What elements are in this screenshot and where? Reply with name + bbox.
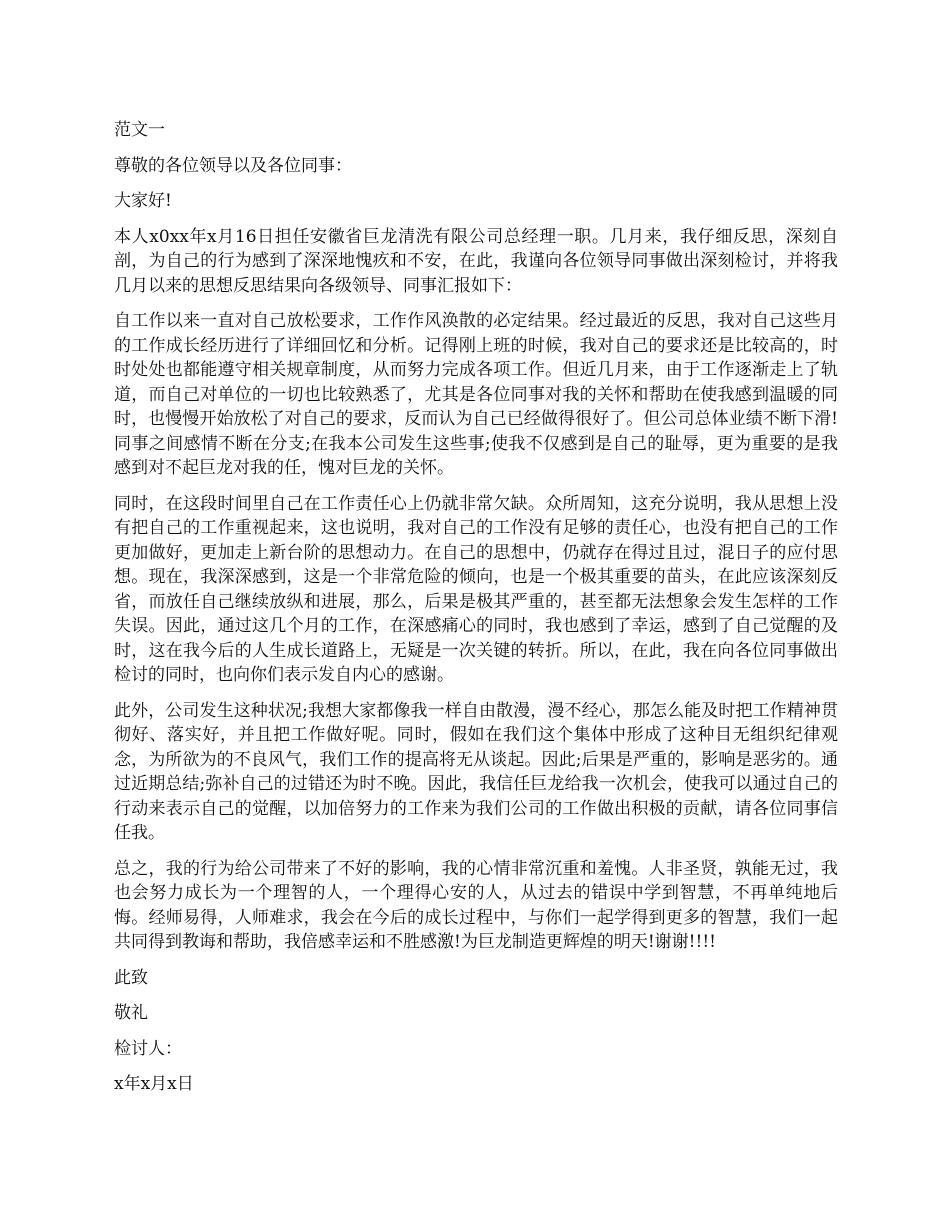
paragraph-reflection: 自工作以来一直对自己放松要求，工作作风涣散的必定结果。经过最近的反思，我对自己这些月的工作成长经历进行了详细回忆和分析。记得刚上班的时候，我对自己的要求还是比较高的，时时处处也都能遵守相关规章制度，从而努力完成各项工作。但近几月来，由于工作逐渐走上了轨道，而自己对单位的一切也比较熟悉了，尤其是各位同事对我的关怀和帮助在使我感到温暖的同时，也慢慢开始放松了对自己的要求，反而认为自己已经做得很好了。但公司总体业绩不断下滑!同事之间感情不断在分支;在我本公司发生这些事;使我不仅感到是自己的耻辱，更为重要的是我感到对不起巨龙对我的任，愧对巨龙的关怀。 xyxy=(114,311,838,478)
closing-line-1: 此致 xyxy=(114,967,148,988)
paragraph-consequences: 此外，公司发生这种状况;我想大家都像我一样自由散漫，漫不经心，那怎么能及时把工作精神贯彻好、落实好，并且把工作做好呢。同时，假如在我们这个集体中形成了这种目无组织纪律观念，为所欲为的不良风气，我们工作的提高将无从谈起。因此;后果是严重的，影响是恶劣的。通过近期总结;弥补自己的过错还为时不晚。因此，我信任巨龙给我一次机会，使我可以通过自己的行动来表示自己的觉醒，以加倍努力的工作来为我们公司的工作做出积极的贡献，请各位同事信任我。 xyxy=(114,700,838,843)
document-heading: 范文一 xyxy=(114,120,165,140)
closing-line-2: 敬礼 xyxy=(114,1003,148,1023)
paragraph-conclusion: 总之，我的行为给公司带来了不好的影响，我的心情非常沉重和羞愧。人非圣贤，孰能无过，我也会努力成长为一个理智的人，一个理得心安的人，从过去的错误中学到智慧，不再单纯地后悔。经师易得，人师难求，我会在今后的成长过程中，与你们一起学得到更多的智慧，我们一起共同得到教诲和帮助，我倍感幸运和不胜感激!为巨龙制造更辉煌的明天!谢谢!!!! xyxy=(114,858,838,952)
greeting: 大家好! xyxy=(114,191,172,211)
paragraph-intro: 本人x0xx年x月16日担任安徽省巨龙清洗有限公司总经理一职。几月来，我仔细反思，深刻自剖，为自己的行为感到了深深地愧疚和不安，在此，我谨向各位领导同事做出深刻检讨，并将我几月以来的思想反思结果向各级领导、同事汇报如下： xyxy=(114,226,838,296)
signature-label: 检讨人： xyxy=(114,1038,182,1059)
paragraph-responsibility: 同时，在这段时间里自己在工作责任心上仍就非常欠缺。众所周知，这充分说明，我从思想上没有把自己的工作重视起来，这也说明，我对自己的工作没有足够的责任心，也没有把自己的工作更加做好，更加走上新台阶的思想动力。在自己的思想中，仍就存在得过且过，混日子的应付思想。现在，我深深感到，这是一个非常危险的倾向，也是一个极其重要的苗头，在此应该深刻反省，而放任自己继续放纵和进展，那么，后果是极其严重的，甚至都无法想象会发生怎样的工作失误。因此，通过这几个月的工作，在深感痛心的同时，我也感到了幸运，感到了自己觉醒的及时，这在我今后的人生成长道路上，无疑是一次关键的转折。所以，在此，我在向各位同事做出检讨的同时，也向你们表示发自内心的感谢。 xyxy=(114,493,838,685)
document-page xyxy=(114,118,838,1108)
salutation: 尊敬的各位领导以及各位同事： xyxy=(114,155,352,176)
date-line: x年x月x日 xyxy=(114,1074,194,1094)
